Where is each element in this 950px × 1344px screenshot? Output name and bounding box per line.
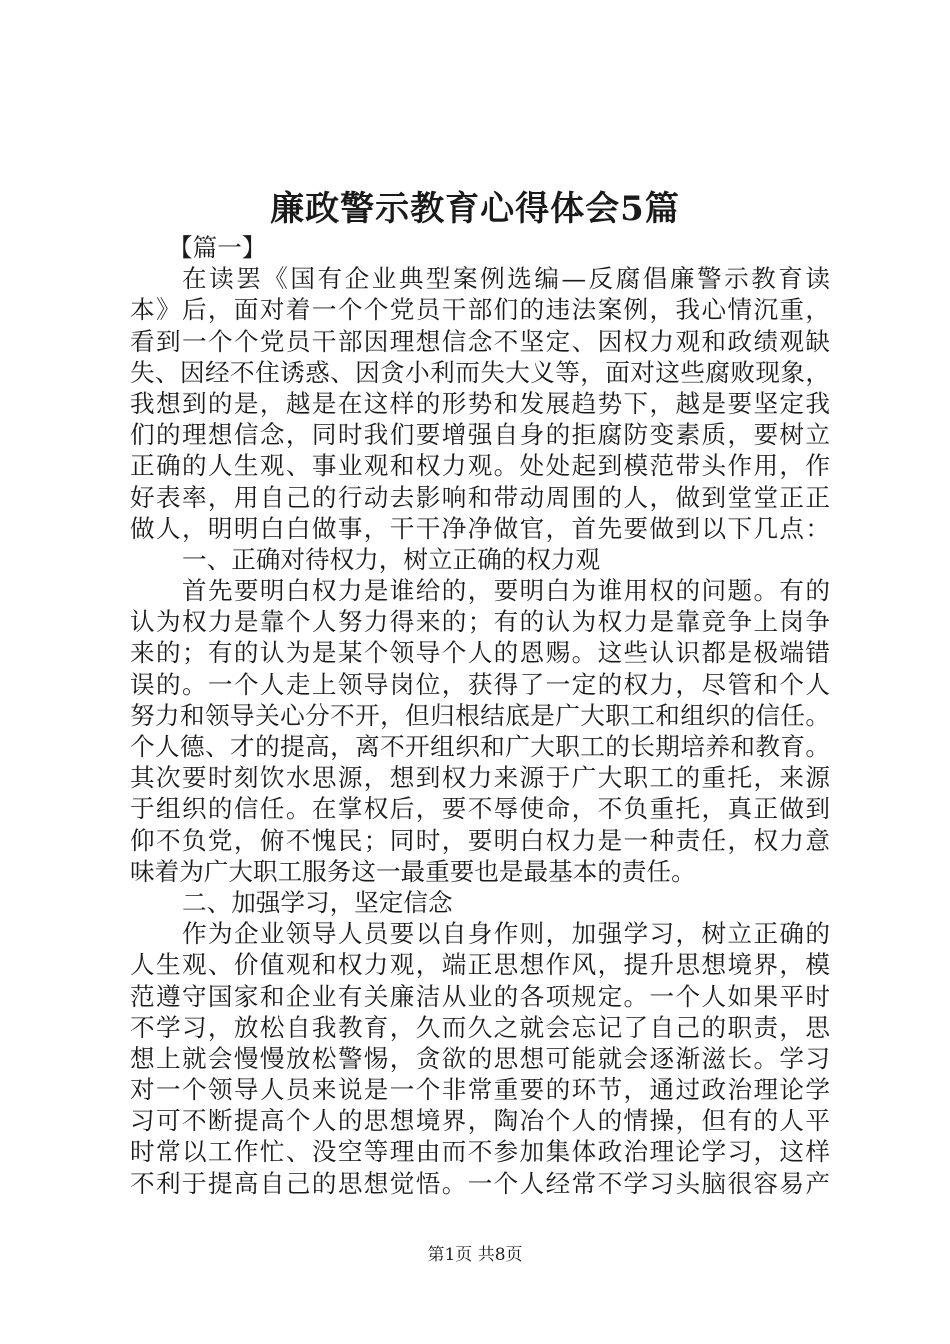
body-line: 作为企业领导人员要以自身作则，加强学习，树立正确的: [182, 919, 830, 949]
subsection-heading: 一、正确对待权力，树立正确的权力观: [182, 544, 601, 574]
body-line: 本》后，面对着一个个党员干部们的违法案例，我心情沉重，: [130, 295, 830, 325]
body-line: 于组织的信任。在掌权后，要不辱使命，不负重托，真正做到: [130, 794, 830, 824]
document-body: [130, 232, 830, 1199]
body-line: 不学习，放松自我教育，久而久之就会忘记了自己的职责，思: [130, 1012, 830, 1042]
body-line: 不利于提高自己的思想觉悟。一个人经常不学习头脑很容易产: [130, 1168, 830, 1198]
body-line: 正确的人生观、事业观和权力观。处处起到模范带头作用，作: [130, 451, 830, 481]
body-line: 看到一个个党员干部因理想信念不坚定、因权力观和政绩观缺: [130, 326, 830, 356]
body-line: 我想到的是，越是在这样的形势和发展趋势下，越是要坚定我: [130, 388, 830, 418]
section-heading: 【篇一】: [168, 233, 267, 262]
body-line: 努力和领导关心分不开，但归根结底是广大职工和组织的信任。: [130, 700, 830, 730]
body-line: 误的。一个人走上领导岗位，获得了一定的权力，尽管和个人: [130, 669, 830, 699]
body-line: 失、因经不住诱惑、因贪小利而失大义等，面对这些腐败现象，: [130, 357, 830, 387]
body-line: 首先要明白权力是谁给的，要明白为谁用权的问题。有的: [182, 576, 830, 606]
body-line: 其次要时刻饮水思源，想到权力来源于广大职工的重托，来源: [130, 763, 830, 793]
body-line: 认为权力是靠个人努力得来的；有的认为权力是靠竞争上岗争: [130, 607, 830, 637]
subsection-heading: 二、加强学习，坚定信念: [182, 887, 453, 917]
body-line: 在读罢《国有企业典型案例选编—反腐倡廉警示教育读: [182, 264, 830, 294]
body-line: 仰不负党，俯不愧民；同时，要明白权力是一种责任，权力意: [130, 825, 830, 855]
body-line: 做人，明明白白做事，干干净净做官，首先要做到以下几点：: [130, 513, 830, 543]
page-number-footer: 第1页 共8页: [427, 1245, 523, 1265]
body-line: 想上就会慢慢放松警惕，贪欲的思想可能就会逐渐滋长。学习: [130, 1043, 830, 1073]
body-line: 好表率，用自己的行动去影响和带动周围的人，做到堂堂正正: [130, 482, 830, 512]
body-line: 范遵守国家和企业有关廉洁从业的各项规定。一个人如果平时: [130, 981, 830, 1011]
body-line: 个人德、才的提高，离不开组织和广大职工的长期培养和教育。: [130, 732, 830, 761]
body-line: 味着为广大职工服务这一最重要也是最基本的责任。: [130, 856, 696, 886]
body-line: 们的理想信念，同时我们要增强自身的拒腐防变素质，要树立: [130, 420, 830, 450]
body-line: 对一个领导人员来说是一个非常重要的环节，通过政治理论学: [130, 1075, 830, 1105]
body-line: 人生观、价值观和权力观，端正思想作风，提升思想境界，模: [130, 950, 830, 980]
body-line: 习可不断提高个人的思想境界，陶冶个人的情操，但有的人平: [130, 1106, 830, 1136]
body-line: 来的；有的认为是某个领导个人的恩赐。这些认识都是极端错: [130, 638, 830, 668]
document-title: 廉政警示教育心得体会5篇: [270, 189, 680, 229]
body-line: 时常以工作忙、没空等理由而不参加集体政治理论学习，这样: [130, 1137, 830, 1167]
